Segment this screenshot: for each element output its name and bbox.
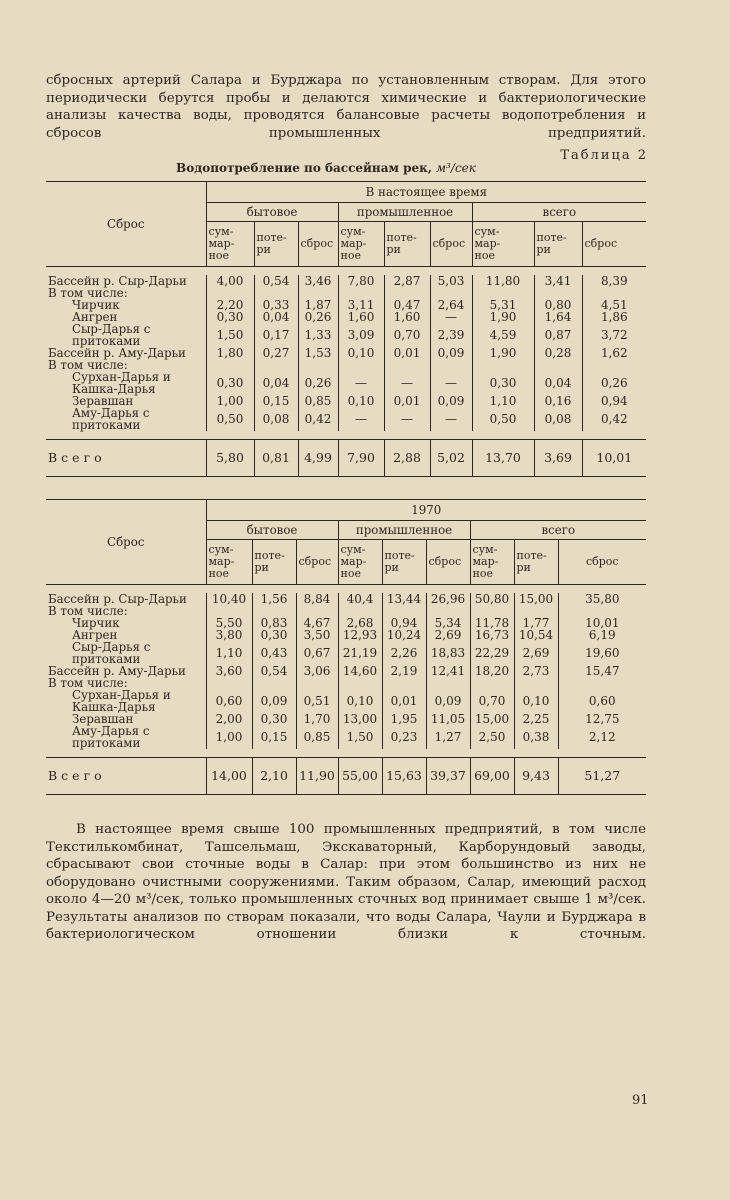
value-cell: 21,19	[338, 641, 382, 665]
table-unit: м³/сек	[436, 161, 476, 175]
col-sum: сум- мар- ное	[206, 540, 252, 585]
value-cell: 0,30	[206, 311, 254, 323]
col-loss: поте- ри	[384, 222, 430, 267]
value-cell: —	[430, 407, 472, 431]
value-cell: 0,09	[426, 689, 470, 713]
row-label: Бассейн р. Аму-Дарьи	[48, 346, 186, 360]
total-row	[46, 758, 646, 795]
value-cell: 5,50	[206, 617, 252, 629]
value-cell: 0,01	[382, 689, 426, 713]
value-cell: 0,30	[252, 713, 296, 725]
row-label: Чирчик	[72, 616, 120, 630]
value-cell: 1,64	[534, 311, 582, 323]
total-value-cell: 51,27	[558, 758, 646, 795]
row-label: Аму-Дарья с притоками	[72, 406, 150, 432]
col-loss: поте- ри	[252, 540, 296, 585]
total-value-cell: 69,00	[470, 758, 514, 795]
table-row	[46, 665, 646, 677]
value-cell: 3,09	[338, 323, 384, 347]
value-cell: 1,87	[298, 299, 338, 311]
value-cell: 11,80	[472, 275, 534, 287]
col-loss: поте- ри	[534, 222, 582, 267]
value-cell: 11,78	[470, 617, 514, 629]
page-number: 91	[632, 1093, 649, 1108]
value-cell: 0,04	[534, 371, 582, 395]
value-cell: 13,00	[338, 713, 382, 725]
value-cell: 0,30	[206, 371, 254, 395]
value-cell: 0,26	[298, 371, 338, 395]
total-value-cell: 2,88	[384, 440, 430, 477]
value-cell: 0,09	[430, 347, 472, 359]
table-row	[46, 275, 646, 287]
col-discharge: сброс	[558, 540, 646, 585]
header-period: В настоящее время	[206, 182, 646, 203]
table-1970-header	[46, 500, 646, 585]
value-cell	[206, 677, 252, 689]
value-cell: 0,83	[252, 617, 296, 629]
table-1970-body	[46, 585, 646, 795]
col-sum: сум- мар- ное	[338, 222, 384, 267]
value-cell: 18,20	[470, 665, 514, 677]
value-cell: 0,09	[430, 395, 472, 407]
value-cell: 1,50	[338, 725, 382, 749]
col-discharge: сброс	[426, 540, 470, 585]
table-current-header	[46, 182, 646, 267]
value-cell: 4,67	[296, 617, 338, 629]
value-cell: 16,73	[470, 629, 514, 641]
table-row	[46, 641, 646, 665]
value-cell	[384, 359, 430, 371]
value-cell: —	[384, 371, 430, 395]
table-row	[46, 371, 646, 395]
row-label: Бассейн р. Сыр-Дарьи	[48, 592, 187, 606]
spacer-cell	[46, 749, 646, 758]
header-row-label: Сброс	[46, 500, 206, 585]
value-cell: 0,51	[296, 689, 338, 713]
value-cell	[472, 359, 534, 371]
value-cell	[206, 359, 254, 371]
value-cell: 15,00	[514, 593, 558, 605]
col-discharge: сброс	[298, 222, 338, 267]
total-value-cell: 9,43	[514, 758, 558, 795]
intro-paragraph: сбросных артерий Салара и Бурджара по установленным створам. Для этого периодически берутся пробы и делаются химические и бактериологические анализы качества воды, проводятся балансовые расчеты водопотребления и сбросов промышленных предприятий.	[46, 73, 646, 141]
value-cell: 0,10	[338, 395, 384, 407]
table-current-body	[46, 267, 646, 477]
value-cell: 0,16	[534, 395, 582, 407]
value-cell: 2,00	[206, 713, 252, 725]
header-industrial: промышленное	[338, 521, 470, 540]
value-cell	[582, 359, 646, 371]
value-cell: 0,01	[384, 347, 430, 359]
value-cell: 3,46	[298, 275, 338, 287]
total-label: Всего	[46, 758, 206, 795]
value-cell: 4,00	[206, 275, 254, 287]
value-cell: 0,60	[558, 689, 646, 713]
total-value-cell: 0,81	[254, 440, 298, 477]
value-cell: 10,24	[382, 629, 426, 641]
outro-paragraph: В настоящее время свыше 100 промышленных предприятий, в том числе Текстилькомбинат, Ташсельмаш, Экскаваторный, Карборундовый заводы, сбрасывают свои сточные воды в Салар: при этом большинство из них не оборудовано очистными сооружениями. Таким образом, Салар, имеющий расход около 4—20 м³/сек, только промышленных сточных вод принимает свыше 1 м³/сек. Результаты анализов по створам показали, что воды Салара, Чаули и Бурджара в бактериологическом отношении близки к сточным.	[46, 822, 646, 942]
value-cell: 3,06	[296, 665, 338, 677]
value-cell: 1,90	[472, 347, 534, 359]
total-value-cell: 14,00	[206, 758, 252, 795]
value-cell: 1,95	[382, 713, 426, 725]
row-label: В том числе:	[48, 604, 128, 618]
value-cell: 8,84	[296, 593, 338, 605]
header-period: 1970	[206, 500, 646, 521]
table-row	[46, 347, 646, 359]
col-loss: поте- ри	[382, 540, 426, 585]
value-cell	[470, 677, 514, 689]
value-cell: 3,11	[338, 299, 384, 311]
value-cell	[514, 677, 558, 689]
value-cell	[558, 677, 646, 689]
col-sum: сум- мар- ное	[338, 540, 382, 585]
value-cell: 0,04	[254, 311, 298, 323]
header-total: всего	[472, 203, 646, 222]
value-cell: 0,09	[252, 689, 296, 713]
value-cell: 7,80	[338, 275, 384, 287]
value-cell: 0,42	[298, 407, 338, 431]
value-cell: 2,39	[430, 323, 472, 347]
value-cell: 0,42	[582, 407, 646, 431]
col-sum: сум- мар- ное	[472, 222, 534, 267]
header-total: всего	[470, 521, 646, 540]
total-row	[46, 440, 646, 477]
row-label: Сурхан-Дарья и Кашка-Дарья	[72, 370, 171, 396]
value-cell: 3,72	[582, 323, 646, 347]
value-cell: 1,62	[582, 347, 646, 359]
value-cell: 1,27	[426, 725, 470, 749]
value-cell: 0,70	[384, 323, 430, 347]
value-cell: 0,15	[252, 725, 296, 749]
value-cell: 0,17	[254, 323, 298, 347]
value-cell: 6,19	[558, 629, 646, 641]
value-cell: 3,41	[534, 275, 582, 287]
value-cell: 0,80	[534, 299, 582, 311]
row-label: Сыр-Дарья с притоками	[72, 640, 151, 666]
total-value-cell: 5,80	[206, 440, 254, 477]
value-cell: 0,04	[254, 371, 298, 395]
value-cell: 1,86	[582, 311, 646, 323]
value-cell	[296, 677, 338, 689]
value-cell	[382, 677, 426, 689]
total-value-cell: 55,00	[338, 758, 382, 795]
value-cell: 0,10	[514, 689, 558, 713]
value-cell: 2,25	[514, 713, 558, 725]
value-cell: 0,33	[254, 299, 298, 311]
total-value-cell: 15,63	[382, 758, 426, 795]
total-value-cell: 4,99	[298, 440, 338, 477]
total-value-cell: 39,37	[426, 758, 470, 795]
total-value-cell: 13,70	[472, 440, 534, 477]
value-cell: 2,73	[514, 665, 558, 677]
value-cell: 2,19	[382, 665, 426, 677]
value-cell: 35,80	[558, 593, 646, 605]
col-discharge: сброс	[296, 540, 338, 585]
value-cell: 4,59	[472, 323, 534, 347]
table-row	[46, 593, 646, 605]
row-label: В том числе:	[48, 358, 128, 372]
value-cell	[252, 677, 296, 689]
table-current	[46, 181, 646, 477]
total-label: Всего	[46, 440, 206, 477]
value-cell: 0,08	[534, 407, 582, 431]
value-cell: 2,20	[206, 299, 254, 311]
value-cell: 12,75	[558, 713, 646, 725]
value-cell: 0,26	[298, 311, 338, 323]
value-cell: 1,53	[298, 347, 338, 359]
value-cell: 5,31	[472, 299, 534, 311]
value-cell: 22,29	[470, 641, 514, 665]
table-1970	[46, 499, 646, 795]
value-cell: 26,96	[426, 593, 470, 605]
value-cell: 0,85	[296, 725, 338, 749]
value-cell: 2,87	[384, 275, 430, 287]
value-cell: 1,60	[338, 311, 384, 323]
value-cell: 5,03	[430, 275, 472, 287]
value-cell: 0,28	[534, 347, 582, 359]
col-discharge: сброс	[430, 222, 472, 267]
value-cell: 3,80	[206, 629, 252, 641]
total-value-cell: 7,90	[338, 440, 384, 477]
total-value-cell: 3,69	[534, 440, 582, 477]
total-value-cell: 2,10	[252, 758, 296, 795]
value-cell: 0,60	[206, 689, 252, 713]
value-cell: 2,69	[514, 641, 558, 665]
value-cell: 0,50	[206, 407, 254, 431]
value-cell	[534, 359, 582, 371]
value-cell: 1,90	[472, 311, 534, 323]
row-label: Ангрен	[72, 310, 118, 324]
table-row	[46, 689, 646, 713]
value-cell: 3,60	[206, 665, 252, 677]
value-cell: 15,47	[558, 665, 646, 677]
value-cell: 0,67	[296, 641, 338, 665]
value-cell: 0,43	[252, 641, 296, 665]
value-cell: 0,10	[338, 347, 384, 359]
col-loss: поте- ри	[254, 222, 298, 267]
value-cell: 19,60	[558, 641, 646, 665]
header-household: бытовое	[206, 203, 338, 222]
col-loss: поте- ри	[514, 540, 558, 585]
value-cell	[338, 677, 382, 689]
value-cell: 1,00	[206, 395, 254, 407]
row-label: Чирчик	[72, 298, 120, 312]
value-cell	[426, 677, 470, 689]
row-label: Бассейн р. Аму-Дарьи	[48, 664, 186, 678]
row-label: В том числе:	[48, 676, 128, 690]
value-cell: 4,51	[582, 299, 646, 311]
value-cell: 18,83	[426, 641, 470, 665]
value-cell: 0,50	[472, 407, 534, 431]
value-cell: —	[338, 371, 384, 395]
row-label: Аму-Дарья с притоками	[72, 724, 150, 750]
value-cell: 2,68	[338, 617, 382, 629]
row-label: Сурхан-Дарья и Кашка-Дарья	[72, 688, 171, 714]
value-cell: 40,4	[338, 593, 382, 605]
value-cell: 12,93	[338, 629, 382, 641]
value-cell: 1,10	[206, 641, 252, 665]
value-cell: 2,50	[470, 725, 514, 749]
value-cell: 1,60	[384, 311, 430, 323]
header-row-label: Сброс	[46, 182, 206, 267]
value-cell: 0,38	[514, 725, 558, 749]
value-cell: 0,27	[254, 347, 298, 359]
table-row	[46, 323, 646, 347]
value-cell: 1,56	[252, 593, 296, 605]
value-cell: —	[430, 371, 472, 395]
spacer-row	[46, 749, 646, 758]
value-cell: —	[338, 407, 384, 431]
value-cell: 10,54	[514, 629, 558, 641]
row-label: Зеравшан	[72, 394, 134, 408]
value-cell	[338, 359, 384, 371]
value-cell: 0,47	[384, 299, 430, 311]
value-cell: 2,12	[558, 725, 646, 749]
col-sum: сум- мар- ное	[206, 222, 254, 267]
value-cell: 5,34	[426, 617, 470, 629]
total-value-cell: 10,01	[582, 440, 646, 477]
value-cell: 0,26	[582, 371, 646, 395]
value-cell: 0,94	[382, 617, 426, 629]
value-cell: 0,15	[254, 395, 298, 407]
table-row	[46, 407, 646, 431]
value-cell: 13,44	[382, 593, 426, 605]
value-cell: 50,80	[470, 593, 514, 605]
value-cell: 0,08	[254, 407, 298, 431]
value-cell: 0,94	[582, 395, 646, 407]
row-label: В том числе:	[48, 286, 128, 300]
total-value-cell: 5,02	[430, 440, 472, 477]
value-cell: 1,50	[206, 323, 254, 347]
value-cell: 11,05	[426, 713, 470, 725]
value-cell: 0,54	[254, 275, 298, 287]
value-cell: 0,54	[252, 665, 296, 677]
value-cell: 0,23	[382, 725, 426, 749]
value-cell: 2,64	[430, 299, 472, 311]
value-cell: 10,01	[558, 617, 646, 629]
header-household: бытовое	[206, 521, 338, 540]
value-cell: 0,01	[384, 395, 430, 407]
value-cell: 15,00	[470, 713, 514, 725]
value-cell: 8,39	[582, 275, 646, 287]
value-cell	[298, 359, 338, 371]
value-cell: 14,60	[338, 665, 382, 677]
value-cell: 0,70	[470, 689, 514, 713]
value-cell: 0,10	[338, 689, 382, 713]
header-industrial: промышленное	[338, 203, 472, 222]
value-cell: 2,26	[382, 641, 426, 665]
value-cell	[430, 359, 472, 371]
spacer-cell	[46, 431, 646, 440]
value-cell: 1,80	[206, 347, 254, 359]
value-cell: 1,77	[514, 617, 558, 629]
row-label: Ангрен	[72, 628, 118, 642]
row-label: Зеравшан	[72, 712, 134, 726]
value-cell: 0,87	[534, 323, 582, 347]
col-sum: сум- мар- ное	[470, 540, 514, 585]
table-number: Таблица 2	[560, 148, 648, 163]
value-cell: 1,70	[296, 713, 338, 725]
value-cell: 12,41	[426, 665, 470, 677]
page	[46, 72, 646, 944]
table-caption	[46, 161, 646, 175]
value-cell: 0,85	[298, 395, 338, 407]
value-cell: —	[384, 407, 430, 431]
col-discharge: сброс	[582, 222, 646, 267]
value-cell: 10,40	[206, 593, 252, 605]
value-cell: 2,69	[426, 629, 470, 641]
value-cell: 1,00	[206, 725, 252, 749]
value-cell	[254, 359, 298, 371]
table-row	[46, 725, 646, 749]
total-value-cell: 11,90	[296, 758, 338, 795]
spacer-row	[46, 431, 646, 440]
row-label: Бассейн р. Сыр-Дарьи	[48, 274, 187, 288]
value-cell: 0,30	[472, 371, 534, 395]
value-cell: 1,10	[472, 395, 534, 407]
table-title: Водопотребление по бассейнам рек,	[176, 161, 432, 175]
value-cell: —	[430, 311, 472, 323]
value-cell: 1,33	[298, 323, 338, 347]
value-cell: 0,30	[252, 629, 296, 641]
value-cell: 3,50	[296, 629, 338, 641]
row-label: Сыр-Дарья с притоками	[72, 322, 151, 348]
